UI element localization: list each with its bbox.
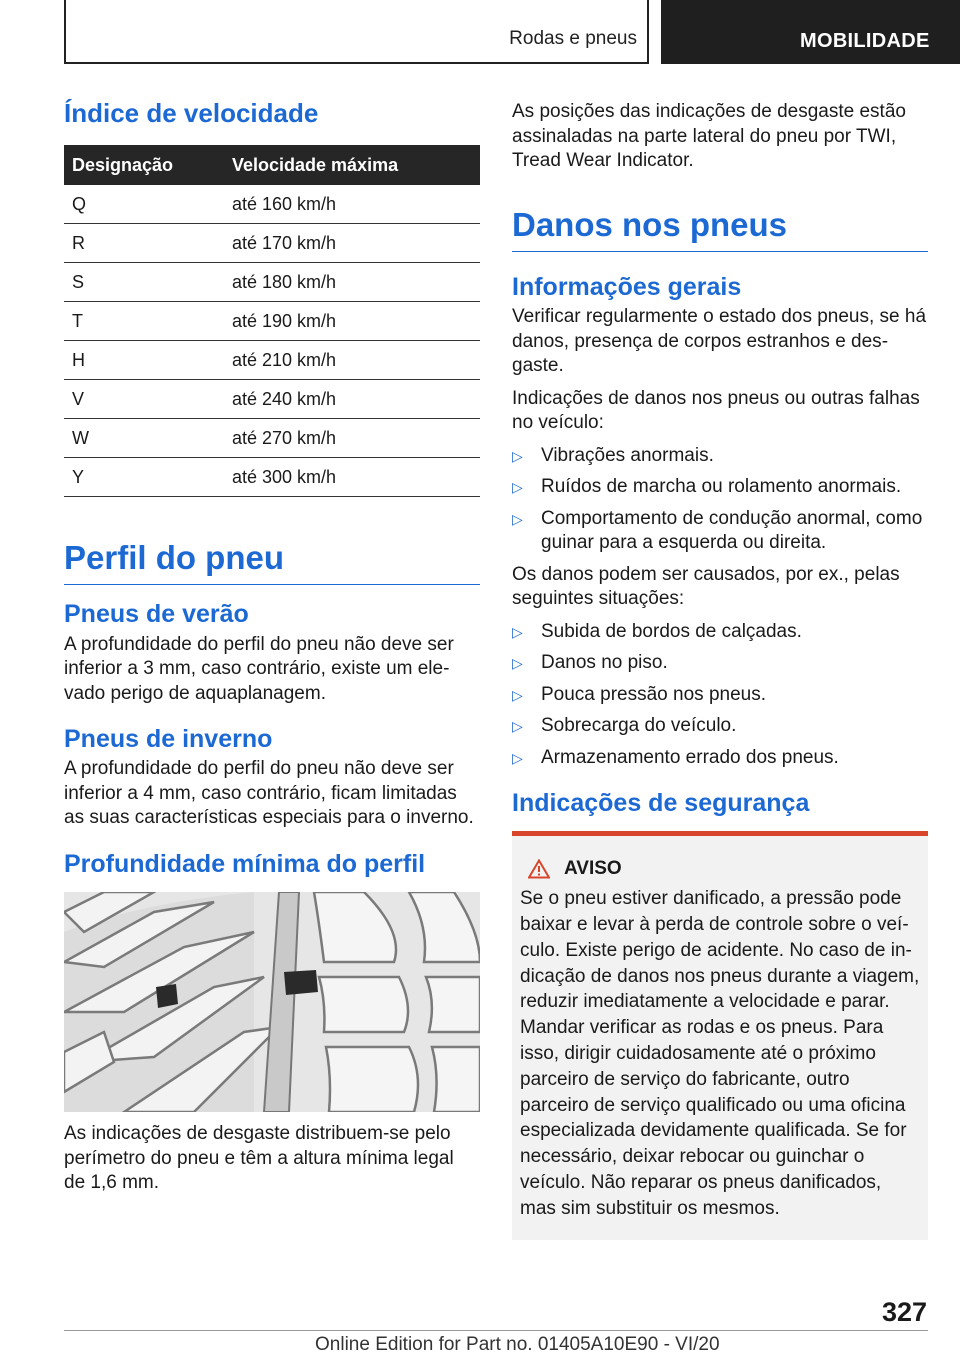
speed-cell: até 160 km/h [232, 185, 480, 224]
page-number: 327 [881, 1297, 927, 1327]
speed-index-table [64, 145, 480, 497]
twi-text: As posições das indicações de desgaste estão assinaladas na parte lateral do pneu por TWI, Tread Wear Indicator. [512, 101, 906, 171]
designation-cell: H [64, 341, 232, 380]
warning-label: AVISO [564, 858, 622, 880]
table-row [64, 380, 480, 419]
table-row [64, 302, 480, 341]
designation-cell: W [64, 419, 232, 458]
damage-causes-list [512, 620, 928, 771]
triangle-right-outline-icon: ▷ [512, 686, 523, 703]
list-item: ▷ Danos no piso. [512, 651, 928, 676]
general-info-heading: Informações gerais [512, 272, 742, 301]
wear-indicator-left [156, 984, 178, 1008]
right-column [512, 100, 928, 1240]
list-item: ▷ Ruídos de marcha ou rolamento anormais. [512, 475, 928, 500]
safety-heading: Indicações de segurança [512, 789, 810, 817]
list-item: ▷ Vibrações anormais. [512, 444, 928, 469]
speed-cell: até 170 km/h [232, 224, 480, 263]
damage-causes-intro: Os danos podem ser causados, por ex., pelas seguintes situações: [512, 563, 900, 609]
triangle-right-outline-icon: ▷ [512, 749, 523, 766]
wear-indicator-right [284, 970, 318, 995]
min-depth-heading: Profundidade mínima do perfil [64, 849, 426, 878]
triangle-right-outline-icon: ▷ [512, 447, 523, 464]
table-header-row [64, 145, 480, 185]
warning-title [520, 858, 920, 880]
triangle-right-outline-icon: ▷ [512, 655, 523, 671]
triangle-right-outline-icon: ▷ [512, 510, 523, 527]
figure-caption: As indicações de desgaste distribuem-se pelo perímetro do pneu e têm a altura mínima legal de 1,6 mm. [64, 1123, 454, 1194]
warning-text: Se o pneu estiver danificado, a pressão pode baixar e levar à perda de controle sobre o veículo. Existe perigo de acidente. No caso de indicação de danos nos pneus durante a viagem, reduzir imediatamente a velocidade e parar. Mandar verificar as rodas e os pneus. Para isso, dirigir cuidadosamente até o próximo parceiro de serviço do fabricante, outro parceiro de serviço qualificado ou uma oficina especializada devidamente qualificada. Se for necessário, deixar rebocar ou guinchar o veículo. Não reparar os pneus danificados, mas sim substituir os mesmos. [520, 888, 920, 1219]
tire-tread-illustration [64, 892, 480, 1112]
header-section-title: Rodas e pneus [509, 28, 637, 49]
table-row [64, 185, 480, 224]
column-header-designation: Designação [64, 145, 232, 185]
winter-tires-heading: Pneus de inverno [64, 725, 273, 754]
left-column [64, 98, 480, 1204]
damage-signs-intro: Indicações de danos nos pneus ou outras falhas no veículo: [512, 387, 920, 433]
list-item: ▷ Comportamento de condução anormal, como guinar para a esquerda ou direita. [512, 507, 923, 553]
summer-tires-heading: Pneus de verão [64, 600, 249, 629]
speed-cell: até 270 km/h [232, 419, 480, 458]
header-chapter-tab: MOBILIDADE [661, 0, 960, 64]
table-row [64, 419, 480, 458]
list-item: ▷ Subida de bordos de calçadas. [512, 620, 928, 645]
winter-tires-text: A profundidade do perfil do pneu não deve ser inferior a 4 mm, caso contrário, ficam limitadas as suas características especiais para o inverno. [64, 758, 474, 829]
list-item: ▷ Pouca pressão nos pneus. [512, 683, 928, 708]
triangle-right-outline-icon: ▷ [512, 623, 523, 640]
designation-cell: T [64, 302, 232, 341]
speed-cell: até 210 km/h [232, 341, 480, 380]
speed-cell: até 190 km/h [232, 302, 480, 341]
warning-triangle-icon [528, 859, 550, 879]
designation-cell: Y [64, 458, 232, 497]
table-row [64, 341, 480, 380]
triangle-right-outline-icon: ▷ [512, 479, 523, 495]
column-header-max-speed: Velocidade máxima [232, 145, 480, 185]
designation-cell: Q [64, 185, 232, 224]
tread-profile-heading: Perfil do pneu [64, 537, 480, 585]
header-left-rule [64, 0, 66, 64]
speed-cell: até 300 km/h [232, 458, 480, 497]
speed-cell: até 180 km/h [232, 263, 480, 302]
tread-wear-indicator-figure [64, 892, 480, 1112]
designation-cell: V [64, 380, 232, 419]
table-row [64, 263, 480, 302]
list-item: ▷ Armazenamento errado dos pneus. [512, 746, 928, 771]
footer-rule [64, 1330, 928, 1331]
summer-tires-text: A profundidade do perfil do pneu não deve ser inferior a 3 mm, caso contrário, existe um elevado perigo de aquaplanagem. [64, 633, 454, 704]
table-row [64, 458, 480, 497]
triangle-right-outline-icon: ▷ [512, 718, 523, 734]
table-row [64, 224, 480, 263]
general-info-text: Verificar regularmente o estado dos pneus, se há danos, presença de corpos estranhos e desgaste. [512, 306, 927, 376]
list-item: ▷ Sobrecarga do veículo. [512, 714, 928, 739]
designation-cell: S [64, 263, 232, 302]
header-bottom-rule [64, 62, 649, 64]
speed-cell: até 240 km/h [232, 380, 480, 419]
header-divider [647, 0, 649, 64]
speed-index-heading: Índice de velocidade [64, 98, 319, 128]
footer-edition: Online Edition for Part no. 01405A10E90 - VI/20 [315, 1334, 720, 1355]
tire-damage-heading: Danos nos pneus [512, 204, 928, 252]
warning-box [512, 831, 928, 1239]
designation-cell: R [64, 224, 232, 263]
damage-signs-list [512, 444, 928, 556]
